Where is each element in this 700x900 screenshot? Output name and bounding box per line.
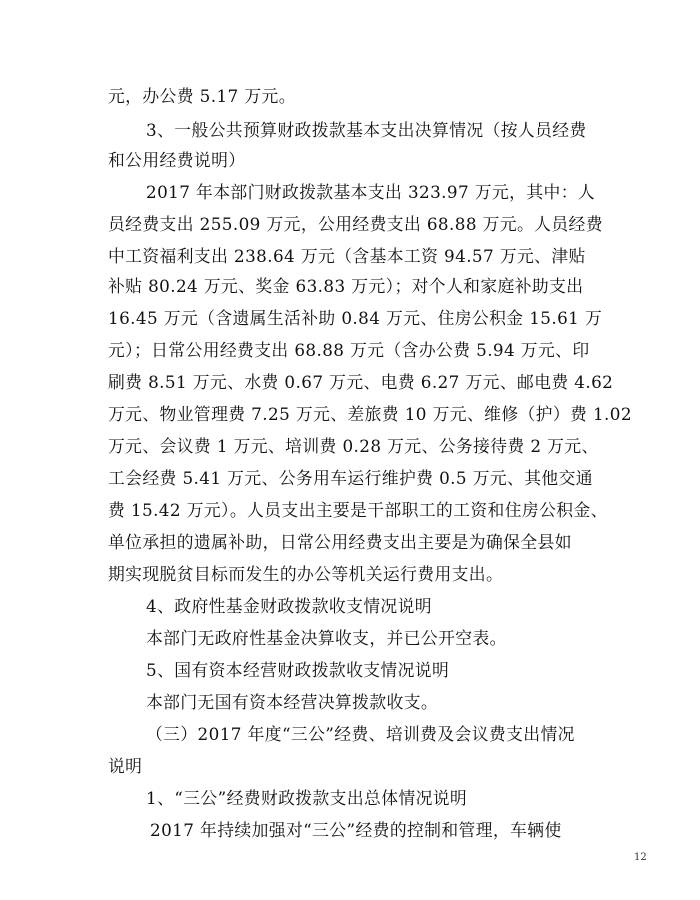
section-heading: （三）2017 年度“三公”经费、培训费及会议费支出情况 [146,724,575,744]
text-line: 工会经费 5.41 万元、公务用车运行维护费 0.5 万元、其他交通 [108,468,593,488]
text-line: 元，办公费 5.17 万元。 [108,86,296,106]
text-line: 中工资福利支出 238.64 万元（含基本工资 94.57 万元、津贴 [108,246,586,266]
text-line: 和公用经费说明） [108,150,246,170]
text-line: 刷费 8.51 万元、水费 0.67 万元、电费 6.27 万元、邮电费 4.62 [108,372,614,392]
section-heading: 5、国有资本经营财政拨款收支情况说明 [146,660,450,680]
text-line: 16.45 万元（含遗属生活补助 0.84 万元、住房公积金 15.61 万 [108,308,603,328]
text-line: 补贴 80.24 万元、奖金 63.83 万元）；对个人和家庭补助支出 [108,276,584,296]
section-heading: 4、政府性基金财政拨款收支情况说明 [146,596,432,616]
text-line: 万元、物业管理费 7.25 万元、差旅费 10 万元、维修（护）费 1.02 [108,404,632,424]
text-line: 单位承担的遗属补助，日常公用经费支出主要是为确保全县如 [108,532,572,552]
section-heading: 1、“三公”经费财政拨款支出总体情况说明 [146,788,468,808]
text-line: 期实现脱贫目标而发生的办公等机关运行费用支出。 [108,564,504,584]
text-line: 本部门无政府性基金决算收支，并已公开空表。 [146,628,507,648]
text-line: 本部门无国有资本经营决算拨款收支。 [146,692,439,712]
text-line: 3、一般公共预算财政拨款基本支出决算情况（按人员经费 [146,120,587,140]
text-line: 元）；日常公用经费支出 68.88 万元（含办公费 5.94 万元、印 [108,340,590,360]
section-heading: 说明 [108,756,143,776]
text-line: 2017 年本部门财政拨款基本支出 323.97 万元，其中：人 [146,182,596,202]
text-line: 员经费支出 255.09 万元，公用经费支出 68.88 万元。人员经费 [108,214,603,234]
text-line: 2017 年持续加强对“三公”经费的控制和管理，车辆使 [150,820,562,840]
text-line: 费 15.42 万元）。人员支出主要是干部职工的工资和住房公积金、 [108,500,608,520]
text-line: 万元、会议费 1 万元、培训费 0.28 万元、公务接待费 2 万元、 [108,436,599,456]
page-number: 12 [634,852,647,863]
